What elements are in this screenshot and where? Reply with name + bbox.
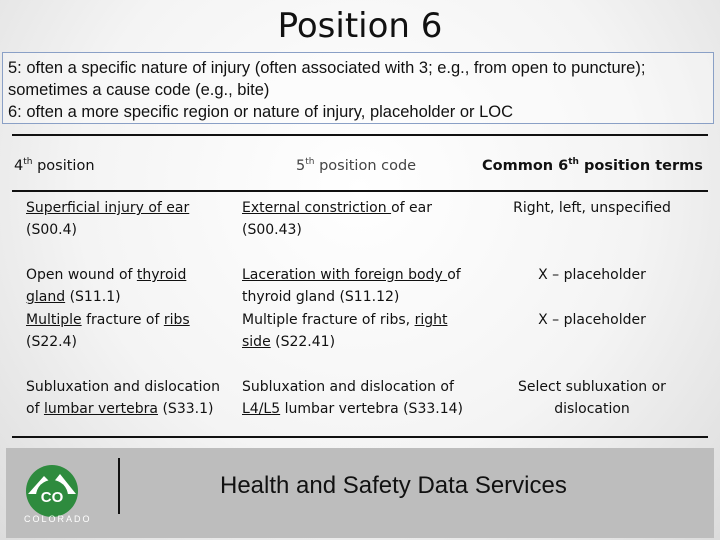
table-cell: X – placeholder <box>538 267 646 283</box>
page-title: Position 6 <box>277 6 443 46</box>
header-5th-position-code: 5th position code <box>296 157 417 174</box>
table-bottom-rule <box>12 436 708 438</box>
table-cell: Subluxation and dislocation of L4/L5 lumbar vertebra (S33.14) <box>242 379 463 417</box>
table-cell: X – placeholder <box>538 312 646 328</box>
definition-line: 5: often a specific nature of injury (often associated with 3; e.g., from open to puncture); <box>8 59 646 77</box>
header-4th-position: 4th position <box>14 157 95 174</box>
header-common-6th-terms: Common 6th position terms <box>482 157 703 174</box>
table-cell: Multiple fracture of ribs (S22.4) <box>26 312 190 350</box>
footer-divider <box>118 458 120 514</box>
table-top-rule <box>12 134 708 136</box>
table-cell: External constriction of ear (S00.43) <box>242 200 432 238</box>
definition-line: sometimes a cause code (e.g., bite) <box>8 81 270 99</box>
footer-banner <box>6 448 714 538</box>
table-cell: Select subluxation or dislocation <box>518 379 666 417</box>
svg-text:CO: CO <box>40 489 64 506</box>
table-cell: Right, left, unspecified <box>513 200 671 216</box>
definition-line: 6: often a more specific region or nature of injury, placeholder or LOC <box>8 103 514 121</box>
definitions-box <box>2 52 714 124</box>
table-cell: Multiple fracture of ribs, right side (S22.41) <box>242 312 448 350</box>
footer-org-name: Health and Safety Data Services <box>220 472 567 499</box>
table-cell: Laceration with foreign body of thyroid gland (S11.12) <box>242 267 461 305</box>
header-rule <box>12 190 708 192</box>
table-cell: Open wound of thyroid gland (S11.1) <box>26 267 187 305</box>
table-cell: Superficial injury of ear (S00.4) <box>26 200 190 238</box>
logo-wordmark: COLORADO <box>24 514 92 524</box>
table-cell: Subluxation and dislocation of lumbar vertebra (S33.1) <box>26 379 220 417</box>
